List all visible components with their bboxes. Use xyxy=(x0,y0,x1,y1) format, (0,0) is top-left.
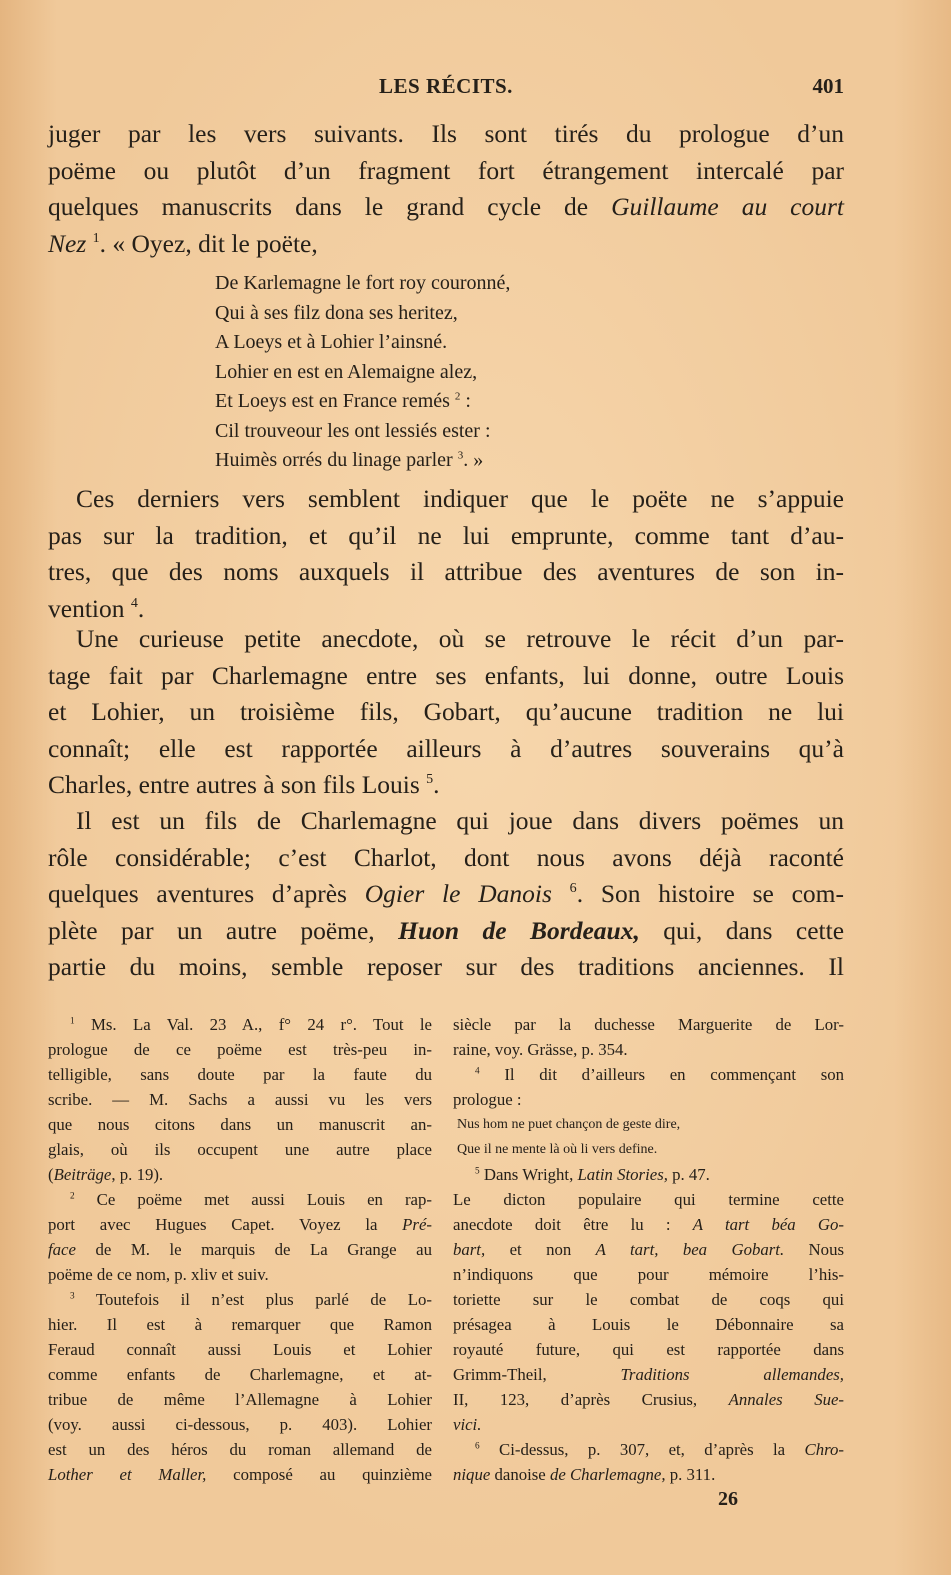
footnote-line: face de M. le marquis de La Grange au xyxy=(48,1240,432,1259)
footnote-line: port avec Hugues Capet. Voyez la Pré- xyxy=(48,1215,432,1234)
footnote-line: $^3$ Toutefois il n’est plus parlé de Lo- xyxy=(70,1290,432,1309)
paragraph-tradition xyxy=(48,481,844,627)
text-line: et Lohier, un troisième fils, Gobart, qu’aucune tradition ne lui xyxy=(48,697,844,726)
text-line: partie du moins, semble reposer sur des traditions anciennes. Il xyxy=(48,952,844,981)
verse-line: Et Loeys est en France remés $^2$ : xyxy=(215,390,471,412)
footnote-line: toriette sur le combat de coqs qui xyxy=(453,1290,844,1309)
footnote-line: siècle par la duchesse Marguerite de Lor- xyxy=(453,1015,844,1034)
text-line: Nez $^1$. « Oyez, dit le poëte, xyxy=(48,228,318,258)
footnote-line: bart, et non A tart, bea Gobart. Nous xyxy=(453,1240,844,1259)
text-line: poëme ou plutôt d’un fragment fort étrangement intercalé par xyxy=(48,155,844,185)
text-line: pas sur la tradition, et qu’il ne lui emprunte, comme tant d’au- xyxy=(48,520,844,550)
paragraph-intro xyxy=(48,116,844,262)
footnote-line: vici. xyxy=(453,1415,482,1434)
verse-quotation xyxy=(215,269,510,476)
footnote-line: nique danoise de Charlemagne, p. 311. xyxy=(453,1465,716,1484)
footnotes-column-left xyxy=(48,1012,432,1487)
footnote-line: n’indiquons que pour mémoire l’his- xyxy=(453,1265,844,1284)
footnote-line: royauté future, qui est rapportée dans xyxy=(453,1340,844,1359)
footnote-line: que nous citons dans un manuscrit an- xyxy=(48,1115,432,1134)
footnote-line: Lother et Maller, composé au quinzième xyxy=(48,1465,432,1484)
text-line: plète par un autre poëme, Huon de Bordeaux, qui, dans cette xyxy=(48,915,845,945)
footnote-line: présagea à Louis le Débonnaire sa xyxy=(453,1315,844,1334)
verse-line: Qui à ses filz dona ses heritez, xyxy=(215,301,458,324)
verse-line: Cil trouveour les ont lessiés ester : xyxy=(215,419,491,442)
verse-line: A Loeys et à Lohier l’ainsné. xyxy=(215,331,448,353)
footnote-line: scribe. — M. Sachs a aussi vu les vers xyxy=(48,1090,432,1109)
footnote-line: $^4$ Il dit d’ailleurs en commençant son xyxy=(475,1065,845,1084)
footnote-line: (Beiträge, p. 19). xyxy=(48,1165,164,1184)
quoted-verse-line: Nus hom ne puet chançon de geste dire, xyxy=(457,1117,681,1132)
text-line: rôle considérable; c’est Charlot, dont nous avons déjà raconté xyxy=(48,842,844,872)
footnote-line: prologue de ce poëme est très-peu in- xyxy=(48,1040,432,1059)
footnote-line: raine, voy. Grässe, p. 354. xyxy=(453,1040,628,1059)
paragraph-charlot xyxy=(48,803,844,986)
footnote-line: anecdote doit être lu : A tart béa Go- xyxy=(453,1215,845,1234)
running-title: LES RÉCITS. xyxy=(379,74,513,98)
footnote-line: Le dicton populaire qui termine cette xyxy=(453,1190,844,1209)
footnote-line: $^2$ Ce poëme met aussi Louis en rap- xyxy=(70,1190,432,1209)
footnote-line: Feraud connaît aussi Louis et Lohier xyxy=(48,1340,432,1359)
verse-line: Lohier en est en Alemaigne alez, xyxy=(215,360,478,383)
text-line: tres, que des noms auxquels il attribue des aventures de son in- xyxy=(48,557,844,586)
footnote-line: II, 123, d’après Crusius, Annales Sue- xyxy=(453,1390,845,1409)
text-line: Une curieuse petite anecdote, où se retrouve le récit d’un par- xyxy=(76,624,844,653)
footnote-line: poëme de ce nom, p. xliv et suiv. xyxy=(48,1265,269,1284)
text-line: Ces derniers vers semblent indiquer que le poëte ne s’appuie xyxy=(76,484,844,513)
running-header xyxy=(48,74,844,102)
page-number: 401 xyxy=(812,74,844,98)
footnote-line: $^1$ Ms. La Val. 23 A., f° 24 r°. Tout le xyxy=(70,1015,432,1034)
text-line: quelques manuscrits dans le grand cycle de Guillaume au court xyxy=(48,192,845,221)
verse-line: Huimès orrés du linage parler $^3$. » xyxy=(215,449,484,471)
footnote-line: est un des héros du roman allemand de xyxy=(48,1440,432,1459)
footnote-line: $^6$ Ci-dessus, p. 307, et, d’après la Chro- xyxy=(475,1440,844,1459)
footnote-line: prologue : xyxy=(453,1090,522,1109)
text-line: juger par les vers suivants. Ils sont tirés du prologue d’un xyxy=(48,119,844,148)
text-line: quelques aventures d’après Ogier le Danois $^6$. Son histoire se com- xyxy=(48,879,844,908)
footnotes-column-right xyxy=(453,1012,844,1487)
paragraph-anecdote xyxy=(48,621,844,804)
footnote-line: comme enfants de Charlemagne, et at- xyxy=(48,1365,432,1384)
verse-line: De Karlemagne le fort roy couronné, xyxy=(215,272,511,294)
text-line: vention $^4$. xyxy=(48,593,145,623)
text-line: tage fait par Charlemagne entre ses enfants, lui donne, outre Louis xyxy=(48,660,844,690)
footnote-line: Grimm-Theil, Traditions allemandes, xyxy=(453,1365,844,1384)
signature-mark: 26 xyxy=(718,1488,738,1510)
text-line: Il est un fils de Charlemagne qui joue dans divers poëmes un xyxy=(76,806,844,835)
footnote-line: $^5$ Dans Wright, Latin Stories, p. 47. xyxy=(475,1165,710,1184)
footnote-line: (voy. aussi ci-dessous, p. 403). Lohier xyxy=(48,1415,432,1434)
footnote-line: tribue de même l’Allemagne à Lohier xyxy=(48,1390,432,1409)
footnote-line: telligible, sans doute par la faute du xyxy=(48,1065,432,1084)
footnote-line: glais, où ils occupent une autre place xyxy=(48,1140,432,1159)
text-line: Charles, entre autres à son fils Louis $^5$. xyxy=(48,770,440,799)
text-line: connaît; elle est rapportée ailleurs à d’autres souverains qu’à xyxy=(48,733,844,763)
quoted-verse-line: Que il ne mente là où li vers define. xyxy=(457,1142,658,1157)
footnote-line: hier. Il est à remarquer que Ramon xyxy=(48,1315,432,1334)
